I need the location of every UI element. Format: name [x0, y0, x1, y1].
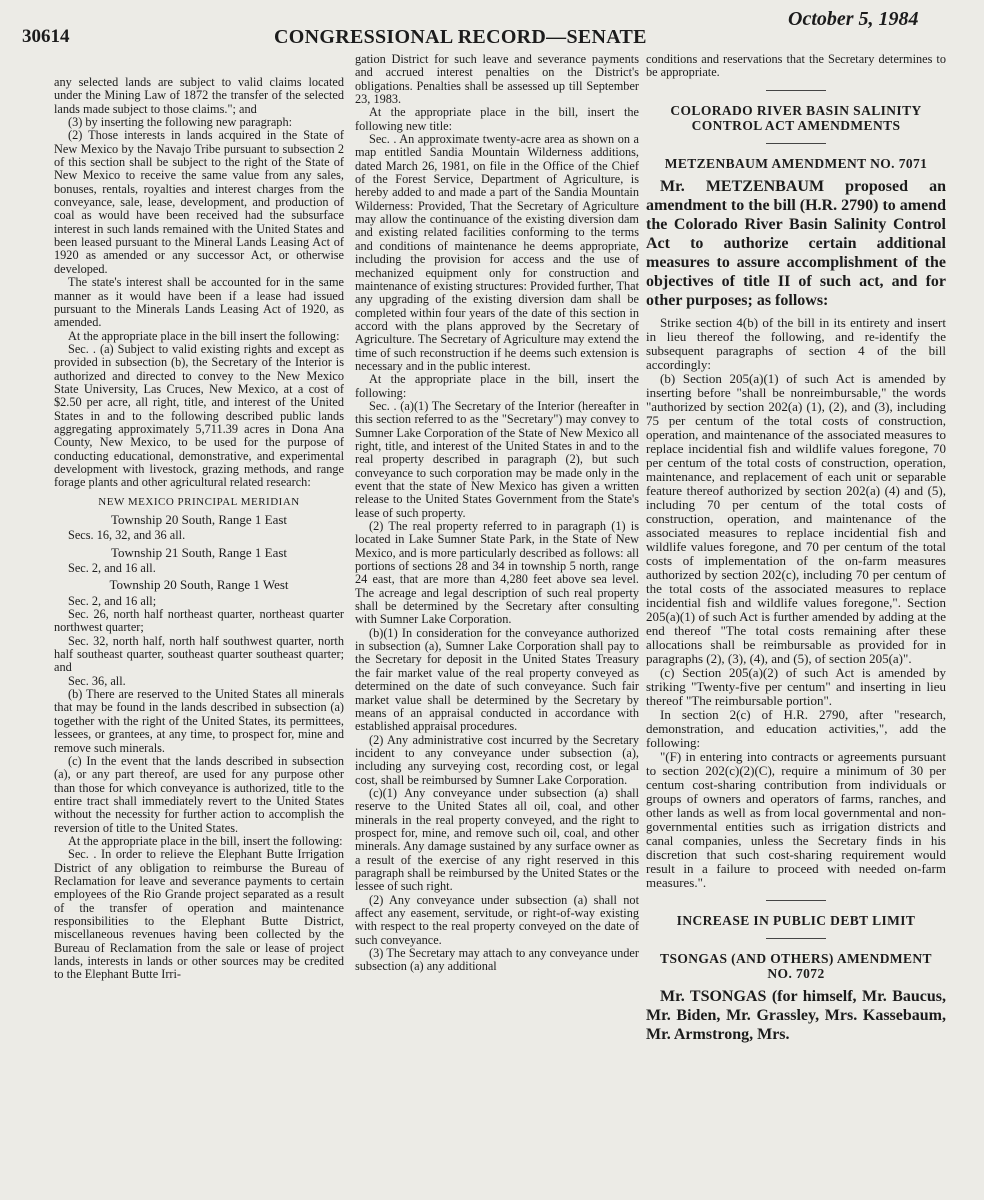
paragraph: gation District for such leave and severance payments and accrued interest penalties on the District's obligations. Penalties shall be assessed up till September 23, 1983. — [355, 53, 639, 107]
paragraph: Sec. . (a)(1) The Secretary of the Interior (hereafter in this section referred to as the "Secretary") may convey to Sumner Lake Corporation of the State of New Mexico all right, title, and interest of the United States in and to the real property described in paragraph (2), but such conveyance to such corporation may be made only in the event that the state of New Mexico has given a written release to the United States Government from the State's lease of such property. — [355, 398, 639, 520]
paragraph: The state's interest shall be accounted for in the same manner as it would have been if a lease had issued pursuant to the Minerals Lands Leasing Act of 1920, as amended. — [54, 275, 344, 330]
paragraph: (c) Section 205(a)(2) of such Act is amended by striking "Twenty-five per centum" and inserting in lieu thereof "The reimbursable portion". — [646, 664, 946, 708]
paragraph: (2) Those interests in lands acquired in the State of New Mexico by the Navajo Tribe pursuant to subsection 2 of this section shall be subject to the right of the State of New Mexico to receive the same value from any sales, bonuses, rentals, royalties and interest charges from the conveyance, sale, lease, development, and production of coal as would have been received had the subsurface interest in such lands remained with the United States and been leased pursuant to the Mineral Lands Leasing Act of 1920 as amended or any successor Act, or otherwise developed. — [54, 128, 344, 276]
paragraph: Sec. . An approximate twenty-acre area as shown on a map entitled Sandia Mountain Wilderness additions, dated March 26, 1981, on file in the Office of the Chief of the Forest Service, Department of Agriculture, is hereby added to and made a part of the Sandia Mountain Wilderness: Provided, That the Secretary of Agriculture may allow the continuance of the existing diversion dam and existing related facilities conforming to the terms and conditions of maintenance he deems appropriate, including the provision for access and the use of mechanized equipment only for construction and maintenance of existing structures: Provided further, That any upgrading of the existing diversion dam shall be completed within four years of the date of this section in accord with the plans approved by the Secretary of Agriculture. The Secretary of Agriculture may extend the time of such reconstruction if he deems such extension is necessary and in the public interest. — [355, 132, 639, 373]
paragraph: Sec. . (a) Subject to valid existing rights and except as provided in subsection (b), the Secretary of the Interior is authorized and directed to convey to the New Mexico State University, Las Cruces, New Mexico, at a cost of $2.50 per acre, all right, title, and interest of the United States in and to the following described public lands aggregating approximately 5,711.39 acres in Dona Ana County, New Mexico, to be used for the purpose of conducting educational, demonstrative, and experimental development with livestock, grazing methods, and range forage plants and other agricultural related research: — [54, 341, 344, 490]
column-1 — [54, 76, 344, 1196]
section-line: Sec. 2, and 16 all. — [68, 561, 156, 576]
lead-paragraph: Mr. TSONGAS (for himself, Mr. Baucus, Mr. Biden, Mr. Grassley, Mrs. Kassebaum, Mr. Armstrong, Mrs. — [646, 987, 946, 1043]
paragraph: (2) The real property referred to in paragraph (1) is located in Lake Sumner State Park, in the State of New Mexico, and is more particularly described as follows: all portions of sections 28 and 34 in township 5 north, range 24 east, that are more than 4,280 feet above sea level. The acreage and legal description of such real property shall be determined by the Secretary after consulting with Sumner Lake Corporation. — [355, 519, 639, 627]
paragraph: Strike section 4(b) of the bill in its entirety and insert in lieu thereof the following, and re-identify the subsequent paragraphs of section 4 of the bill accordingly: — [646, 314, 946, 372]
paragraph: (c)(1) Any conveyance under subsection (a) shall reserve to the United States all oil, coal, and other minerals in the real property conveyed, and the right to prospect for, mine, and remove such oil, coal, and other minerals. Any damage sustained by any surface owner as a result of the exercise of any right reserved in this paragraph shall be reimbursed by the United States or the lessee of such right. — [355, 785, 639, 894]
paragraph: (b) There are reserved to the United States all minerals that may be found in the lands described in subsection (a) together with the right of the United States, its permittees, lessees, or grantees, at any time, to prospect for, mine and remove such minerals. — [54, 687, 344, 755]
township-heading: Township 20 South, Range 1 East — [110, 512, 288, 527]
lead-paragraph: Mr. METZENBAUM proposed an amendment to the bill (H.R. 2790) to amend the Colorado River Basin Salinity Control Act to authorize certain additional measures to assure accomplishment of the objectives of title II of such act, and for other purposes; as follows: — [646, 177, 946, 309]
paragraph: (2) Any administrative cost incurred by the Secretary incident to any conveyance under subsection (a), including any surveying cost, recording cost, or legal cost, shall be reimbursed by Sumner Lake Corporation. — [355, 732, 639, 787]
amendment-heading: TSONGAS (AND OTHERS) AMENDMENT NO. 7072 — [660, 950, 932, 981]
publication-title: CONGRESSIONAL RECORD—SENATE — [274, 26, 647, 48]
township-heading: Township 21 South, Range 1 East — [110, 544, 288, 560]
section-heading: COLORADO RIVER BASIN SALINITY CONTROL ACT AMENDMENTS — [670, 102, 922, 133]
paragraph: (3) by inserting the following new paragraph: — [68, 115, 293, 130]
section-line: Sec. 32, north half, north half southwest quarter, north half southeast quarter, southeast quarter southeast quarter; and — [54, 633, 344, 675]
section-line: Sec. 2, and 16 all; — [68, 593, 157, 608]
paragraph: (3) The Secretary may attach to any conveyance under subsection (a) any additional — [355, 946, 639, 974]
amendment-heading: METZENBAUM AMENDMENT NO. 7071 — [664, 155, 928, 171]
section-line: Sec. 36, all. — [68, 673, 126, 688]
township-heading: Township 20 South, Range 1 West — [109, 577, 289, 593]
section-divider — [766, 143, 826, 144]
section-line: Sec. 26, north half northeast quarter, northeast quarter northwest quarter; — [54, 607, 344, 635]
section-divider — [766, 938, 826, 939]
section-heading: INCREASE IN PUBLIC DEBT LIMIT — [676, 912, 916, 928]
paragraph: Sec. . In order to relieve the Elephant Butte Irrigation District of any obligation to reimburse the Bureau of Reclamation for leave and severance payments to certain employees of the Rio Grande project separated as a result of the transfer of operation and maintenance responsibilities to the Elephant Butte District, miscellaneous revenues having been collected by the Bureau of Reclamation from the sale or lease of project lands, interests in lands or other sources may be credited to the Elephant Butte Irri- — [54, 847, 344, 982]
section-divider — [766, 90, 826, 91]
paragraph: At the appropriate place in the bill, insert the following: — [68, 833, 343, 848]
section-line: Secs. 16, 32, and 36 all. — [68, 528, 186, 543]
paragraph: (c) In the event that the lands described in subsection (a), or any part thereof, are used for any purpose other than those for which conveyance is authorized, title to the entire tract shall immediately revert to the United States without the necessity for further action to accomplish the reversion of title to the United States. — [54, 753, 344, 835]
paragraph: "(F) in entering into contracts or agreements pursuant to section 202(c)(2)(C), require a minimum of 30 per centum cost-sharing contribution from individuals or groups of owners and operators of farms, ranches, and other lands as well as from local governmental and non-governmental entities such as irrigation districts and canal companies, unless the Secretary finds in his discretion that such cost-sharing requirement would result in a failure to proceed with needed on-farm measures.". — [646, 748, 946, 890]
paragraph: (2) Any conveyance under subsection (a) shall not affect any easement, servitude, or right-of-way existing with respect to the real property conveyed on the date of such conveyance. — [355, 892, 639, 947]
paragraph: (b)(1) In consideration for the conveyance authorized in subsection (a), Sumner Lake Corporation shall pay to the Secretary for deposit in the United States Treasury the fair market value of the real property conveyed as determined on the date of such conveyance. Such fair market value shall be determined by the Secretary by means of an appraisal conducted in accordance with established appraisal procedures. — [355, 625, 639, 734]
column-3 — [646, 53, 946, 1173]
paragraph: In section 2(c) of H.R. 2790, after "research, demonstration, and education activities,", add the following: — [646, 706, 946, 750]
paragraph: At the appropriate place in the bill, insert the following: — [355, 372, 639, 400]
publication-date: October 5, 1984 — [788, 8, 919, 30]
paragraph: (b) Section 205(a)(1) of such Act is amended by inserting before "shall be nonreimbursable," the words "authorized by section 202(a) (1), (2), and (3), including 75 per centum of the total costs of construction, operation, and maintenance of the associated measures to replace incidential fish and wildlife values foregone, 70 per centum of the total costs of construction, operation, maintenance, and replacement of each unit or separable feature thereof authorized by section 202(a) (4) and (5), including 70 per centum of the total costs of construction, operation, and maintenance of the associated measures to replace incidential fish and wildlife values foregone, and 70 per centum of the total costs of implementation of the on-farm measures authorized by section 202(c), including 70 per centum of the total costs of the associated measures to replace incidential fish and wildlife values foregone,". Section 205(a)(1) of such Act is further amended by adding at the end thereof "The total costs remaining after these allocations shall be reimbursable as provided for in paragraphs (2), (3), (4), and (5), of section 205(a)". — [646, 370, 946, 666]
paragraph: conditions and reservations that the Secretary determines to be appropriate. — [646, 53, 946, 80]
paragraph: At the appropriate place in the bill, insert the following new title: — [355, 105, 639, 133]
column-2 — [355, 53, 639, 1173]
meridian-heading: NEW MEXICO PRINCIPAL MERIDIAN — [98, 495, 300, 508]
page-number: 30614 — [22, 26, 70, 47]
paragraph: any selected lands are subject to valid claims located under the Mining Law of 1872 the transfer of the selected lands made subject to those claims."; and — [54, 76, 344, 116]
section-divider — [766, 900, 826, 901]
paragraph: At the appropriate place in the bill insert the following: — [68, 328, 340, 343]
